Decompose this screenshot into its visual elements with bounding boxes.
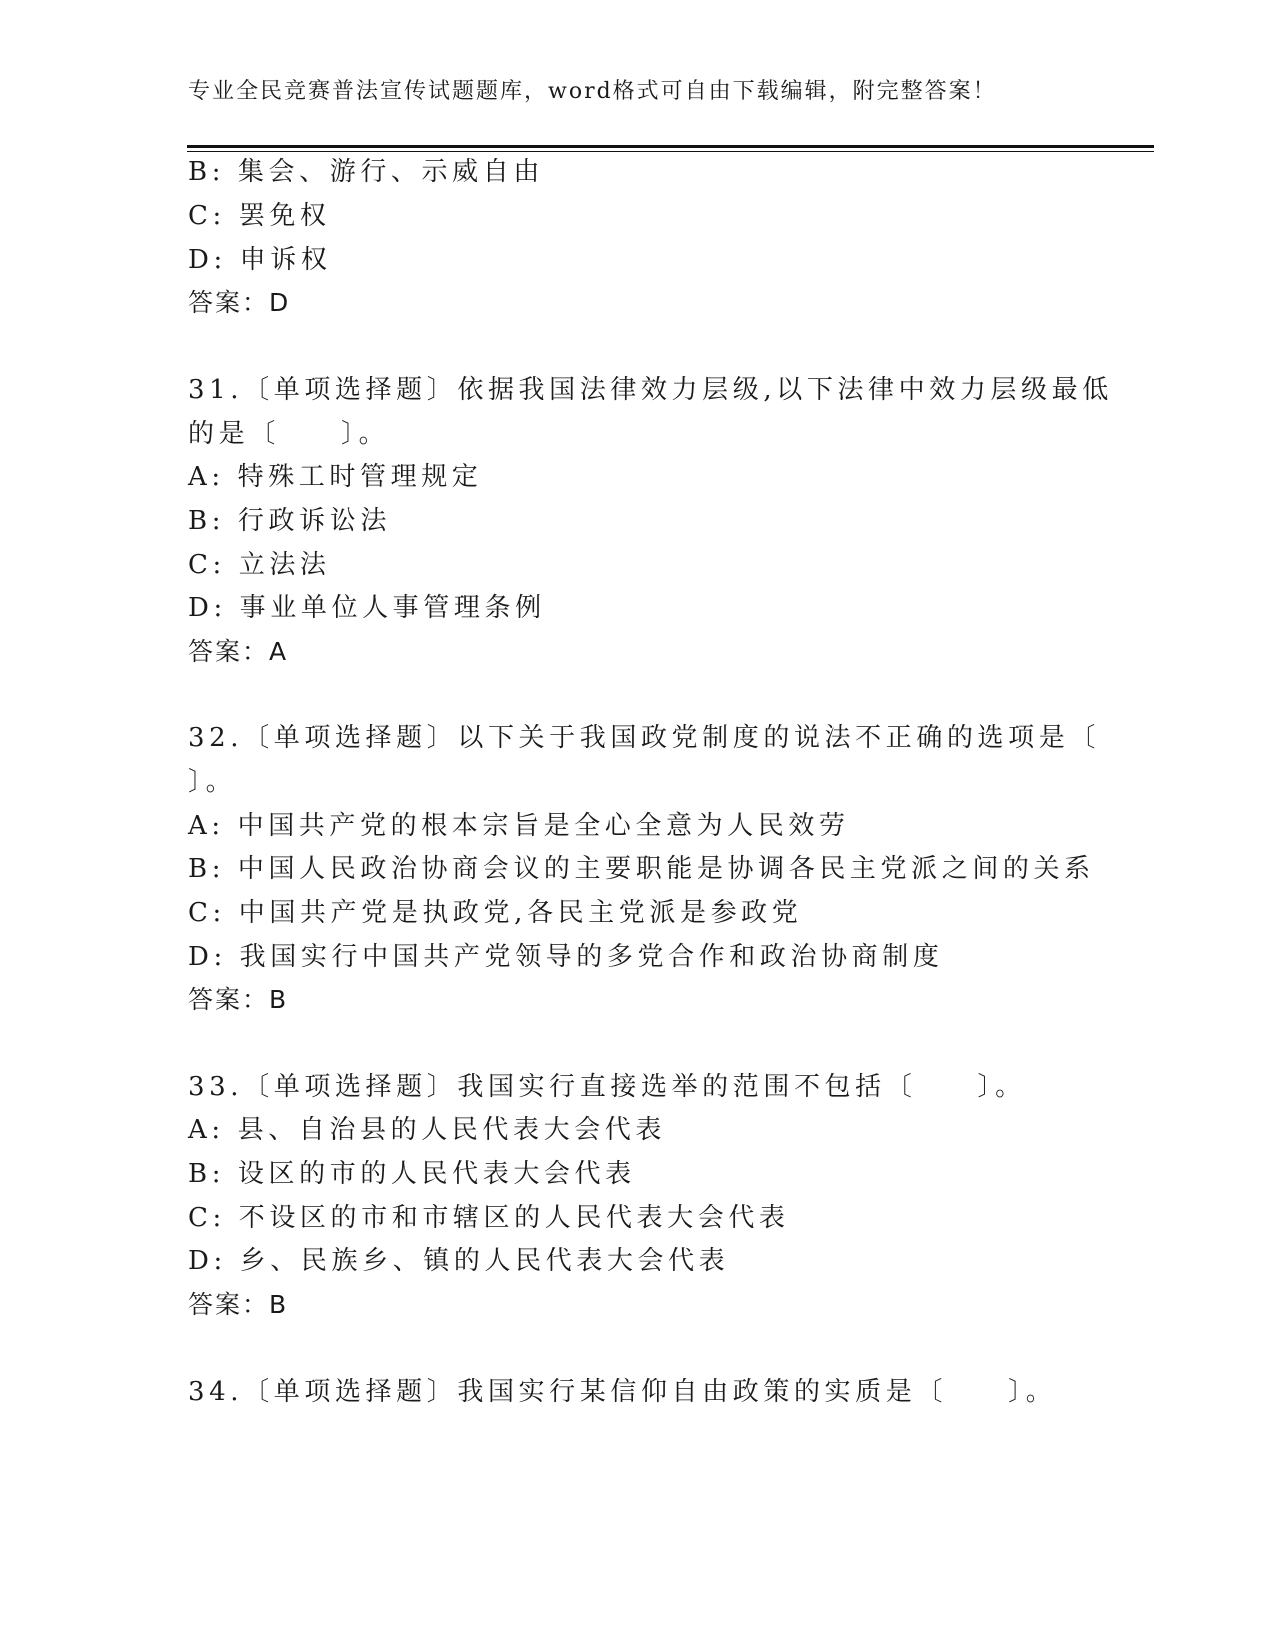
option-c: C: 罢免权 (188, 201, 331, 231)
question-34-stem: 34.〔单项选择题〕我国实行某信仰自由政策的实质是〔 〕。 (188, 1377, 1057, 1407)
header-rule-thin (187, 151, 1154, 152)
question-32-stem-cont: 〕。 (188, 767, 237, 797)
option-b: B: 行政诉讼法 (188, 506, 391, 536)
question-32-stem: 32.〔单项选择题〕以下关于我国政党制度的说法不正确的选项是〔 (188, 723, 1100, 753)
header-rule-thick (187, 145, 1154, 148)
question-33-stem: 33.〔单项选择题〕我国实行直接选举的范围不包括〔 〕。 (188, 1072, 1026, 1102)
option-b: B: 中国人民政治协商会议的主要职能是协调各民主党派之间的关系 (188, 854, 1095, 884)
option-c: C: 立法法 (188, 550, 331, 580)
option-a: A: 中国共产党的根本宗旨是全心全意为人民效劳 (188, 811, 850, 841)
option-c: C: 不设区的市和市辖区的人民代表大会代表 (188, 1203, 790, 1233)
page-header: 专业全民竞赛普法宣传试题题库，word格式可自由下载编辑，附完整答案！ (188, 79, 997, 104)
option-d: D: 乡、民族乡、镇的人民代表大会代表 (188, 1246, 730, 1276)
answer: 答案：B (188, 985, 289, 1014)
option-d: D: 申诉权 (188, 245, 332, 275)
option-b: B: 设区的市的人民代表大会代表 (188, 1159, 636, 1189)
question-31-stem: 31.〔单项选择题〕依据我国法律效力层级,以下法律中效力层级最低 (188, 375, 1113, 405)
option-a: A: 县、自治县的人民代表大会代表 (188, 1115, 667, 1145)
question-31-stem-cont: 的是〔 〕。 (188, 419, 390, 449)
option-b: B: 集会、游行、示威自由 (188, 157, 544, 187)
answer: 答案：B (188, 1290, 289, 1319)
option-d: D: 我国实行中国共产党领导的多党合作和政治协商制度 (188, 942, 944, 972)
option-d: D: 事业单位人事管理条例 (188, 593, 546, 623)
answer: 答案：D (188, 288, 291, 317)
option-c: C: 中国共产党是执政党,各民主党派是参政党 (188, 898, 803, 928)
option-a: A: 特殊工时管理规定 (188, 462, 483, 492)
answer: 答案：A (188, 637, 289, 666)
